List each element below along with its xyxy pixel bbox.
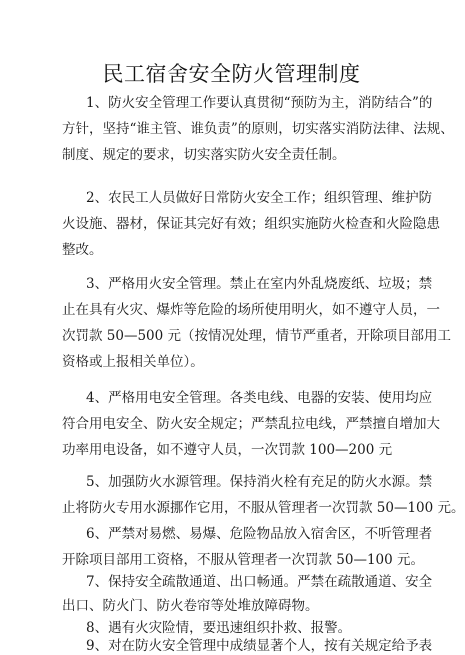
paragraph-9-line-1: 9、对在防火安全管理中成绩显著个人，按有关规定给予表: [86, 638, 433, 654]
paragraph-1-line-3: 制度、规定的要求，切实落实防火安全责任制。: [62, 147, 346, 163]
page-title: 民工宿舍安全防火管理制度: [102, 62, 361, 86]
paragraph-8-line-1: 8、遇有火灾险情，要迅速组织扑救、报警。: [86, 620, 352, 636]
paragraph-4-line-3: 功率用电设备，如不遵守人员，一次罚款 100—200 元: [62, 442, 393, 458]
paragraph-2-line-1: 2、农民工人员做好日常防火安全工作；组织管理、维护防: [86, 190, 433, 206]
paragraph-3-line-3: 次罚款 50—500 元（按情况处理，情节严重者，开除项目部用工: [62, 328, 452, 344]
paragraph-7-line-2: 出口、防火门、防火卷帘等处堆放障碍物。: [62, 598, 319, 614]
paragraph-4-line-2: 符合用电安全、防火安全规定；严禁乱拉电线，严禁擅自增加大: [62, 416, 440, 432]
paragraph-2-line-3: 整改。: [62, 242, 103, 258]
paragraph-3-line-1: 3、严格用火安全管理。禁止在室内外乱烧废纸、垃圾；禁: [86, 276, 433, 292]
paragraph-5-line-1: 5、加强防火水源管理。保持消火栓有充足的防火水源。禁: [86, 474, 433, 490]
paragraph-6-line-2: 开除项目部用工资格，不服从管理者一次罚款 50—100 元。: [62, 552, 425, 568]
paragraph-4-line-1: 4、严格用电安全管理。各类电线、电器的安装、使用均应: [86, 390, 433, 406]
paragraph-1-line-1: 1、防火安全管理工作要认真贯彻“预防为主，消防结合”的: [86, 95, 433, 111]
paragraph-7-line-1: 7、保持安全疏散通道、出口畅通。严禁在疏散通道、安全: [86, 574, 433, 590]
paragraph-3-line-4: 资格或上报相关单位）。: [62, 354, 204, 370]
paragraph-2-line-2: 火设施、器材，保证其完好有效；组织实施防火检查和火险隐患: [62, 216, 440, 232]
paragraph-1-line-2: 方针，坚持“谁主管、谁负责”的原则，切实落实消防法律、法规、: [62, 121, 454, 137]
paragraph-3-line-2: 止在具有火灾、爆炸等危险的场所使用明火，如不遵守人员，一: [62, 302, 440, 318]
paragraph-5-line-2: 止将防火专用水源挪作它用，不服从管理者一次罚款 50—100 元。: [62, 500, 465, 516]
paragraph-6-line-1: 6、严禁对易燃、易爆、危险物品放入宿舍区，不听管理者: [86, 526, 433, 542]
